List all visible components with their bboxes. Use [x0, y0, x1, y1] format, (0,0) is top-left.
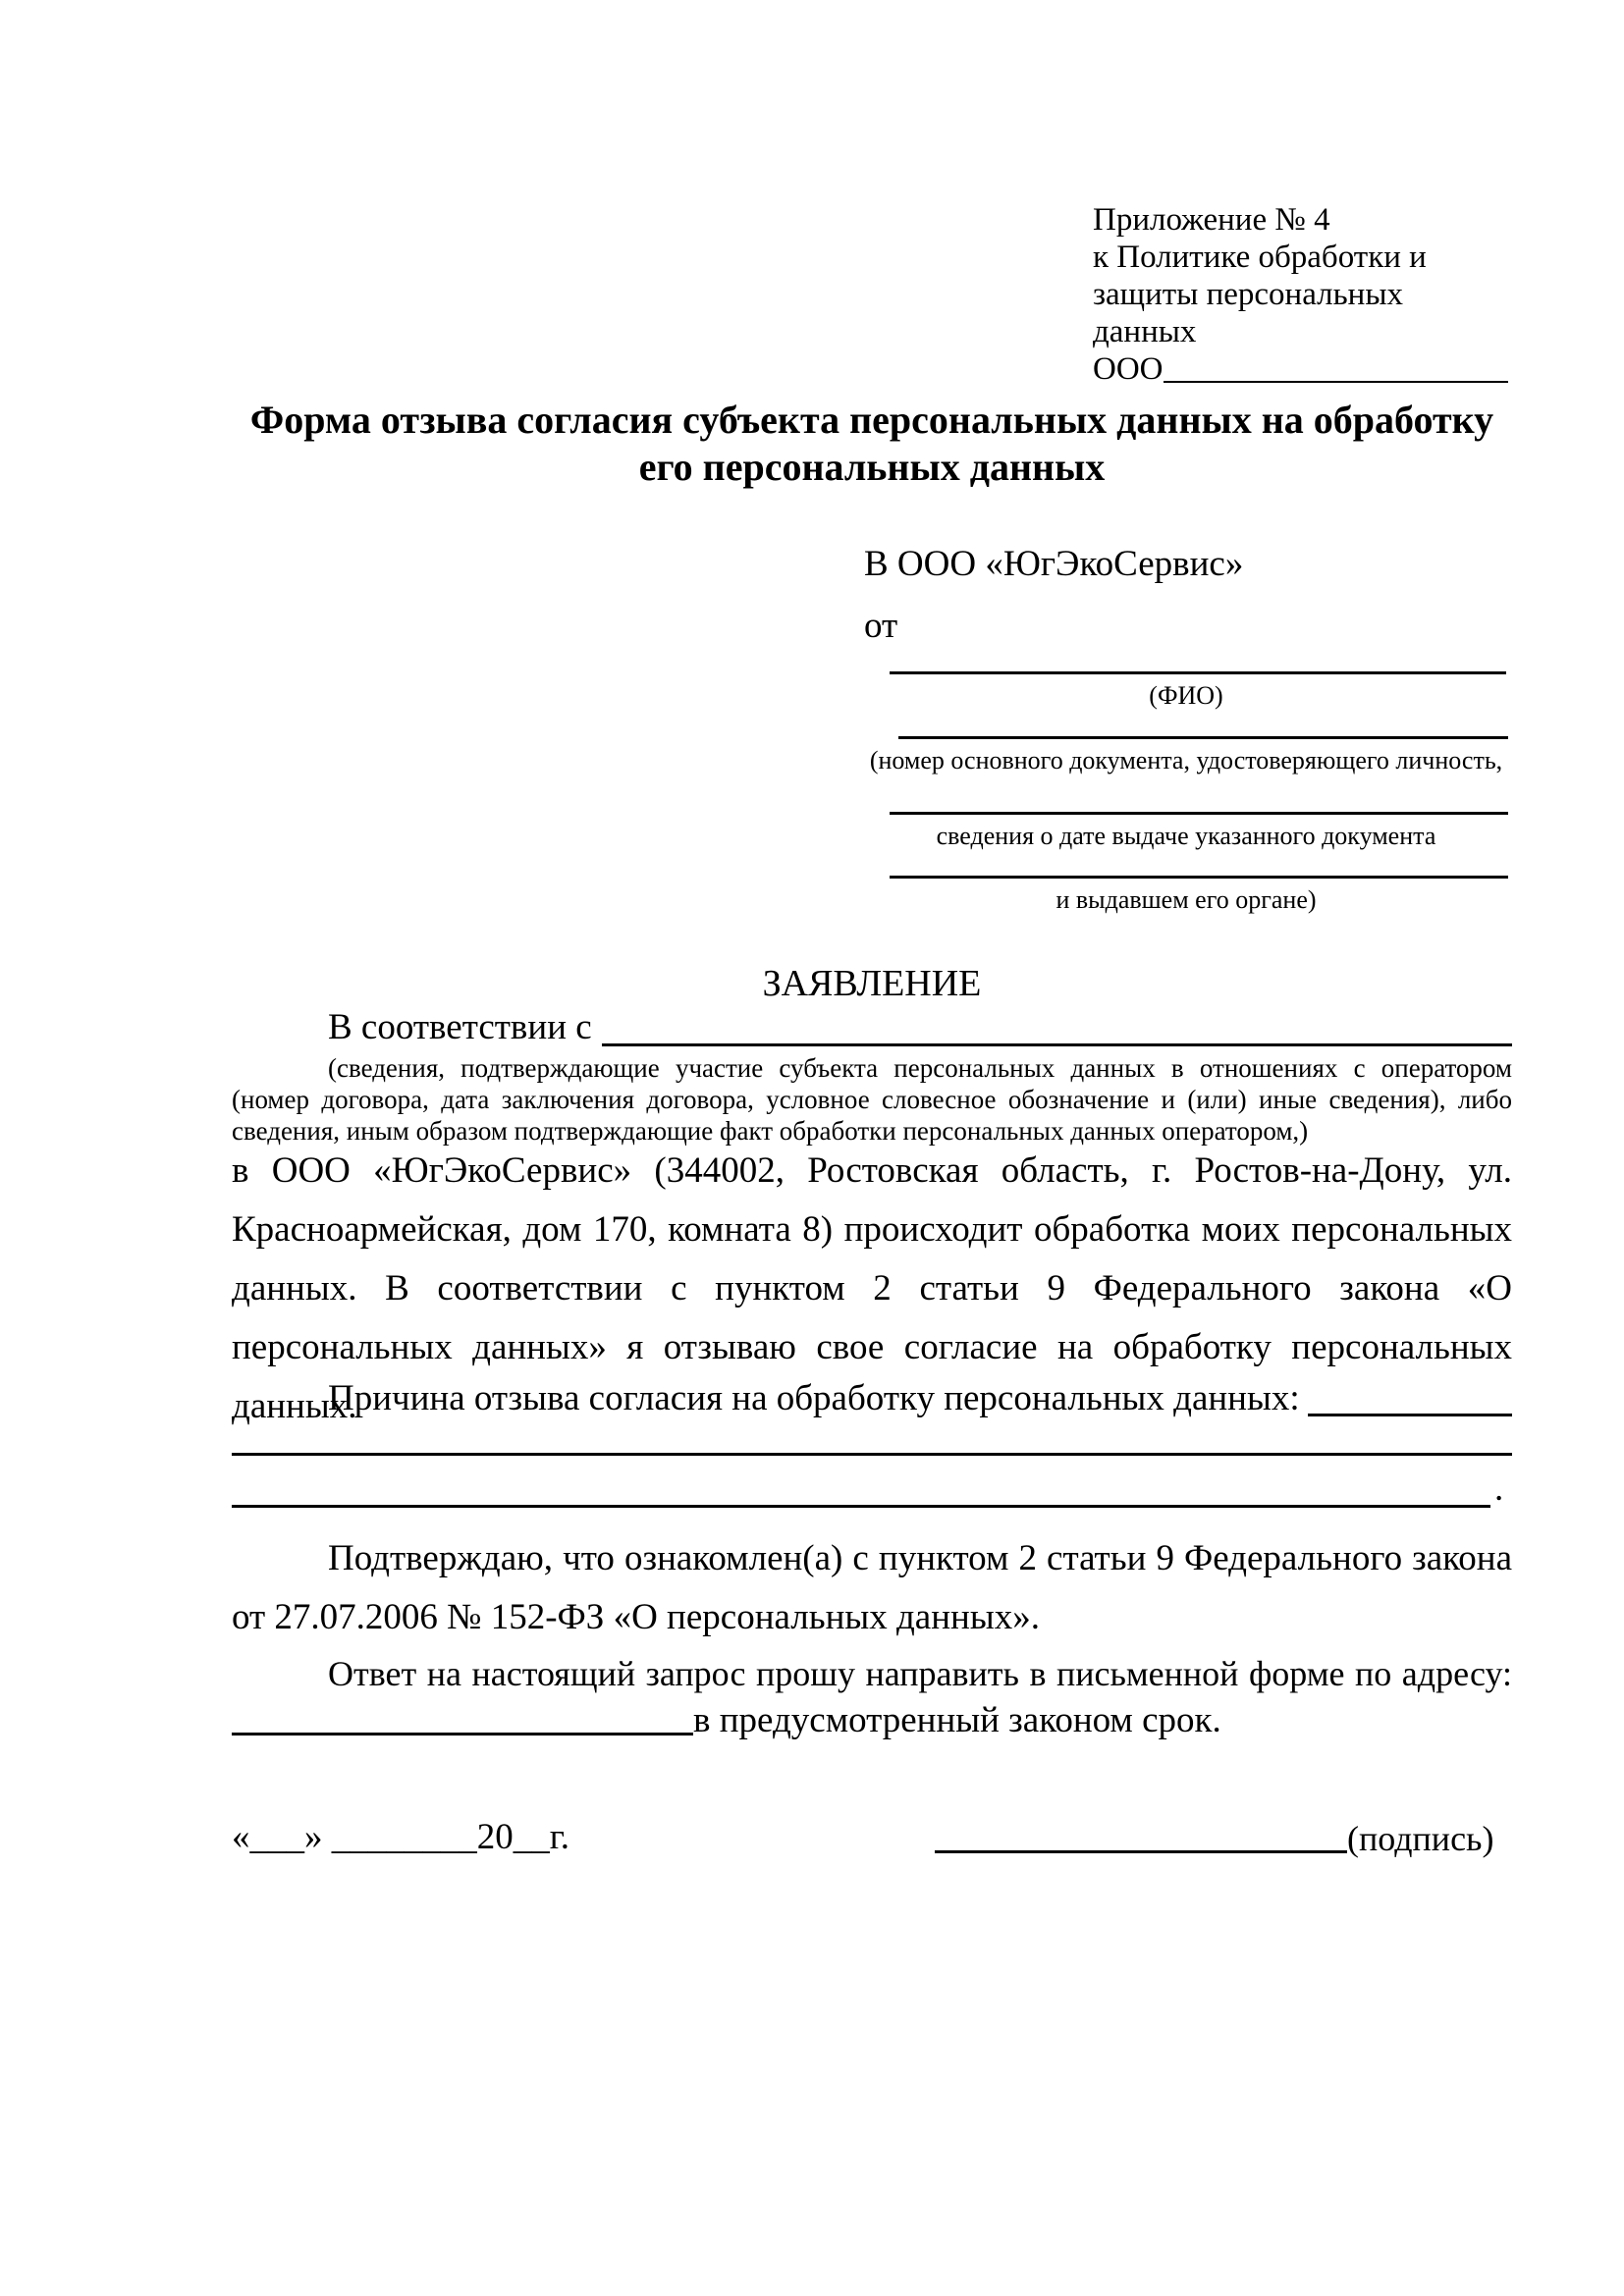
reason-period: .: [1494, 1468, 1504, 1509]
reason-blank-line-2: [232, 1505, 1490, 1508]
reply-request-text: Ответ на настоящий запрос прошу направить в письменной форме по адресу:: [328, 1654, 1512, 1693]
signature-row: [935, 1814, 1493, 1859]
issue-date-caption: сведения о дате выдаче указанного документа: [936, 822, 1436, 850]
appendix-line: к Политике обработки и: [1093, 240, 1427, 275]
appendix-line: защиты персональных данных: [1093, 277, 1403, 349]
reply-address-blank-line: [232, 1733, 693, 1735]
document-number-caption: (номер основного документа, удостоверяющего личность,: [869, 746, 1503, 774]
intro-label: В соответствии с: [328, 1007, 592, 1047]
from-label: от: [864, 606, 898, 646]
statement-body: в ООО «ЮгЭкоСервис» (344002, Ростовская область, г. Ростов-на-Дону, ул. Красноармейская, дом 170, комната 8) происходит обработка моих персональных данных. В соответствии с пунктом 2 статьи 9 Федерального закона «О персональных данных» я отзываю свое согласие на обработку персональных данных.: [232, 1150, 1512, 1426]
signature-blank-line: [935, 1850, 1347, 1853]
reason-label: Причина отзыва согласия на обработку персональных данных:: [328, 1378, 1300, 1418]
confirmation-text: Подтверждаю, что ознакомлен(а) с пунктом 2 статьи 9 Федерального закона от 27.07.2006 № 152-ФЗ «О персональных данных».: [232, 1538, 1512, 1637]
reason-blank-line-start: [1308, 1414, 1512, 1416]
reply-tail-text: в предусмотренный законом срок.: [693, 1700, 1221, 1740]
reply-address-row: [232, 1696, 1512, 1741]
appendix-block: [1093, 201, 1508, 388]
basis-blank-line: [602, 1043, 1512, 1046]
issue-date-blank-line: [890, 812, 1508, 815]
date-field: «___» ________20__г.: [232, 1817, 570, 1857]
appendix-company-line: [1093, 350, 1508, 388]
form-title: Форма отзыва согласия субъекта персональных данных на обработку его персональных данных: [249, 398, 1494, 489]
statement-heading: ЗАЯВЛЕНИЕ: [762, 963, 982, 1004]
company-name-blank-line: [1164, 381, 1509, 383]
reason-blank-line-1: [232, 1453, 1512, 1456]
document-number-blank-line: [898, 736, 1508, 739]
reason-row: [232, 1376, 1512, 1419]
appendix-line: Приложение № 4: [1093, 202, 1330, 238]
fio-caption: (ФИО): [1149, 681, 1223, 710]
intro-row: [232, 1007, 1512, 1048]
reason-blank-line-2-row: [232, 1468, 1512, 1510]
signature-caption: (подпись): [1347, 1819, 1494, 1858]
addressee-line: В ООО «ЮгЭкоСервис»: [864, 544, 1244, 584]
fio-blank-line: [890, 671, 1506, 674]
company-prefix-label: ООО: [1093, 351, 1164, 387]
footnote-text: (сведения, подтверждающие участие субъекта персональных данных в отношениях с оператором (номер договора, дата заключения договора, условное словесное обозначение и (или) иные сведения), либо сведения, иным образом подтверждающие факт обработки персональных данных оператором,): [232, 1053, 1512, 1146]
issuing-authority-blank-line: [890, 876, 1508, 879]
issuing-authority-caption: и выдавшем его органе): [1056, 885, 1317, 914]
